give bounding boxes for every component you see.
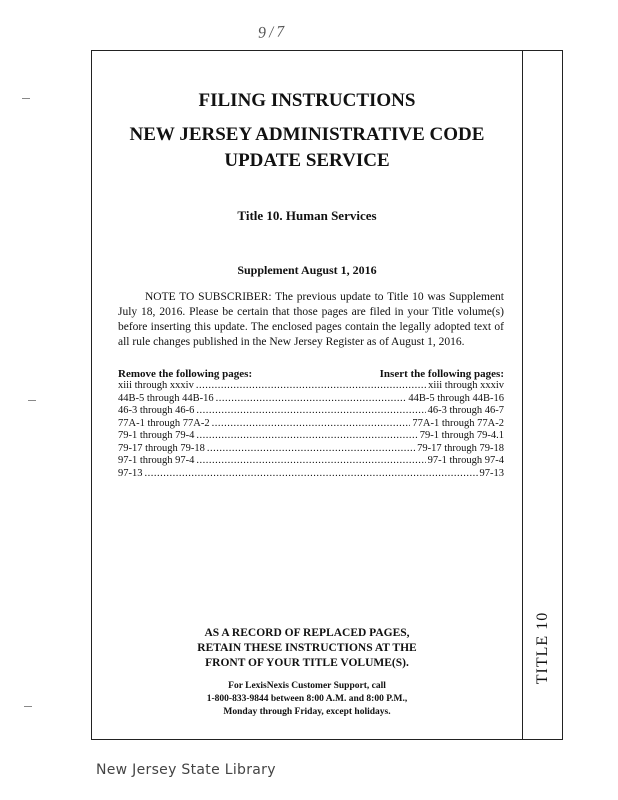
insert-pages-range: xiii through xxxiv xyxy=(428,380,504,391)
page-list-row xyxy=(118,455,504,468)
insert-pages-range: 79-17 through 79-18 xyxy=(417,442,504,454)
support-line-3: Monday through Friday, except holidays. xyxy=(223,707,391,717)
leader-dots xyxy=(196,455,425,468)
margin-mark xyxy=(24,706,32,707)
remove-pages-range: 79-17 through 79-18 xyxy=(118,442,205,454)
title-subtitle: Title 10. Human Services xyxy=(237,208,377,223)
leader-dots xyxy=(196,405,425,418)
leader-dots xyxy=(207,443,415,456)
remove-pages-range: 97-13 xyxy=(118,467,143,479)
leader-dots xyxy=(145,468,478,481)
insert-pages-range: 77A-1 through 77A-2 xyxy=(412,417,504,429)
remove-pages-range: 79-1 through 79-4 xyxy=(118,430,195,441)
supplement-date: Supplement August 1, 2016 xyxy=(237,263,377,277)
customer-support-info xyxy=(91,680,523,719)
service-title xyxy=(91,122,523,174)
remove-pages-range: 46-3 through 46-6 xyxy=(118,405,195,416)
insert-pages-header: Insert the following pages: xyxy=(379,368,504,380)
service-title-line1: NEW JERSEY ADMINISTRATIVE CODE xyxy=(129,124,485,145)
title-tab-label: TITLE 10 xyxy=(534,611,551,685)
page-list xyxy=(118,380,504,480)
insert-pages-range: 79-1 through 79-4.1 xyxy=(419,430,504,441)
support-line-2: 1-800-833-9844 between 8:00 A.M. and 8:00 P.M., xyxy=(206,694,408,704)
library-stamp: New Jersey State Library xyxy=(96,762,276,778)
record-line-2: RETAIN THESE INSTRUCTIONS AT THE xyxy=(197,642,417,654)
service-title-line2: UPDATE SERVICE xyxy=(224,150,390,171)
handwritten-date-note: 9/7 xyxy=(257,23,288,42)
remove-pages-header: Remove the following pages: xyxy=(118,368,253,380)
insert-pages-range: 44B-5 through 44B-16 xyxy=(408,392,504,404)
leader-dots xyxy=(196,380,426,393)
page-list-row xyxy=(118,443,504,456)
margin-mark xyxy=(28,400,36,401)
support-line-1: For LexisNexis Customer Support, call xyxy=(228,681,386,691)
insert-pages-range: 97-1 through 97-4 xyxy=(427,455,504,466)
remove-pages-range: 44B-5 through 44B-16 xyxy=(118,392,214,404)
page-list-row xyxy=(118,468,504,481)
subscriber-note: NOTE TO SUBSCRIBER: The previous update to Title 10 was Supplement July 18, 2016. Please be certain that those pages are filed in your Title volume(s) before inserting this update. The enclosed pages contain the legally adopted text of all rule changes published in the New Jersey Register as of August 1, 2016. xyxy=(118,291,504,348)
insert-pages-range: 46-3 through 46-7 xyxy=(427,405,504,416)
margin-mark xyxy=(22,98,30,99)
remove-pages-range: 77A-1 through 77A-2 xyxy=(118,417,210,429)
page-list-row xyxy=(118,380,504,393)
page-title: FILING INSTRUCTIONS xyxy=(198,90,416,111)
record-line-1: AS A RECORD OF REPLACED PAGES, xyxy=(204,627,410,639)
leader-dots xyxy=(216,393,407,406)
leader-dots xyxy=(212,418,411,431)
remove-pages-range: 97-1 through 97-4 xyxy=(118,455,195,466)
record-line-3: FRONT OF YOUR TITLE VOLUME(S). xyxy=(205,657,409,669)
remove-pages-range: xiii through xxxiv xyxy=(118,380,194,391)
page-list-header xyxy=(118,368,504,380)
insert-pages-range: 97-13 xyxy=(479,467,504,479)
leader-dots xyxy=(196,430,417,443)
page-list-row xyxy=(118,430,504,443)
page-list-row xyxy=(118,418,504,431)
record-instructions xyxy=(91,626,523,671)
page-list-row xyxy=(118,405,504,418)
page-list-row xyxy=(118,393,504,406)
